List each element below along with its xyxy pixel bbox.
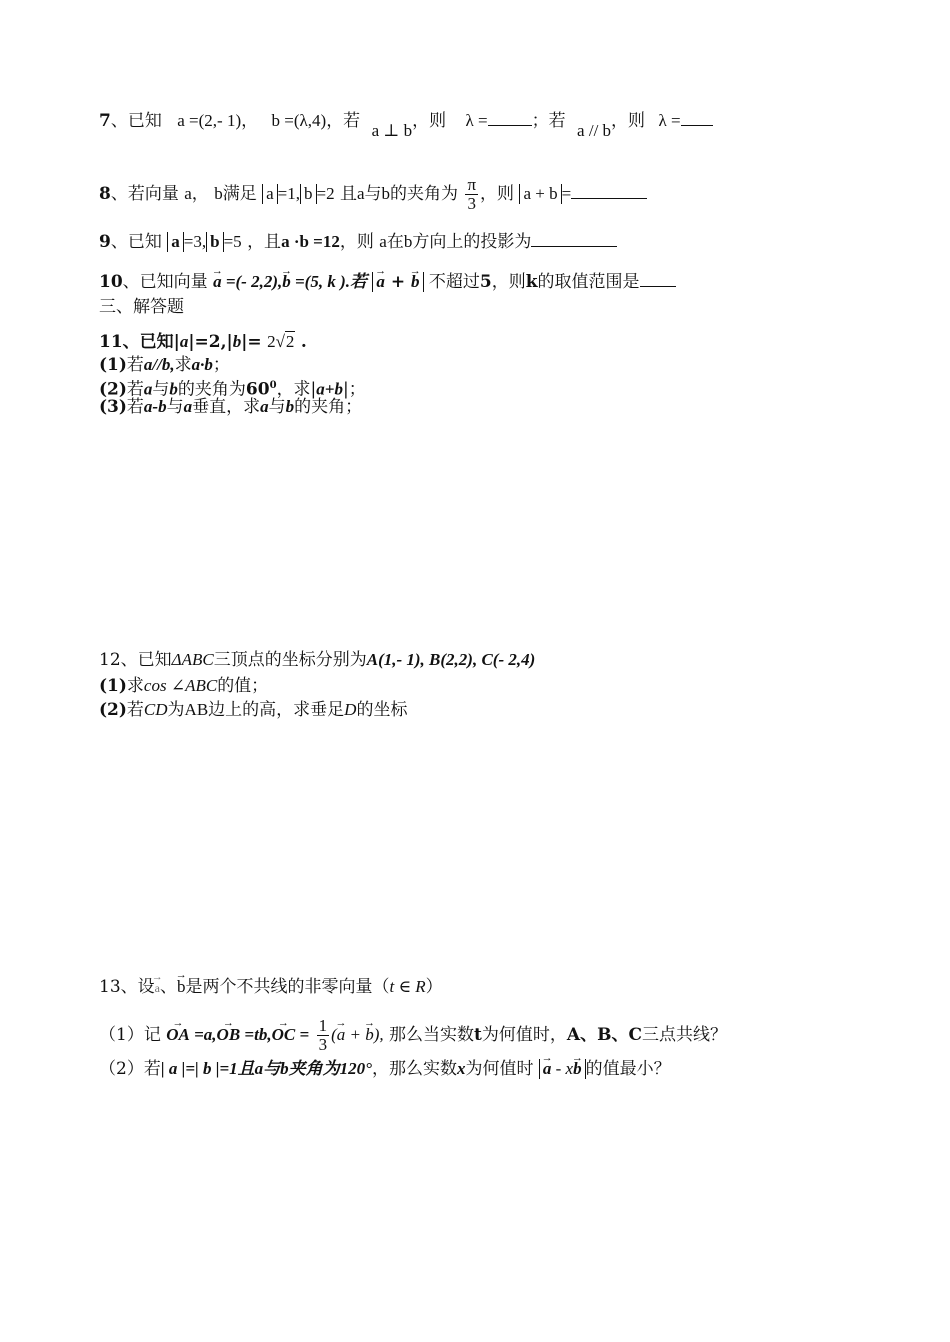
q7-lambda-1: λ = bbox=[465, 111, 488, 130]
q13-text: 记 bbox=[143, 1025, 161, 1045]
q12-text: 的坐标 bbox=[356, 700, 408, 720]
question-13-stem bbox=[99, 976, 443, 999]
section-heading: 三、解答题 bbox=[99, 297, 184, 317]
q13-text: ） bbox=[425, 977, 443, 997]
q11-var-a: a bbox=[143, 379, 153, 399]
q8-eq: =2 bbox=[316, 184, 335, 203]
q12-cos-expr: cos ∠ABC bbox=[143, 676, 218, 695]
q13-vector-b: → b bbox=[365, 1024, 374, 1045]
q7-text: ，则 bbox=[412, 111, 447, 131]
q9-eq: =5 bbox=[223, 232, 242, 251]
q9-answer-blank[interactable] bbox=[531, 232, 617, 247]
q8-fraction-denominator: 3 bbox=[467, 194, 476, 213]
q13-var-x: x bbox=[456, 1059, 466, 1078]
q11-expr: a-b bbox=[143, 397, 167, 416]
q8-text: 的夹角为 bbox=[390, 184, 459, 204]
q12-text: 求 bbox=[126, 676, 144, 696]
q8-abs-sum: a + b bbox=[519, 184, 561, 204]
q12-triangle: ΔABC bbox=[171, 650, 214, 669]
q12-text: 若 bbox=[126, 700, 144, 720]
q7-vector-a: a =(2,- 1) bbox=[177, 111, 242, 130]
q11-text: 与 bbox=[268, 397, 286, 417]
q11-var-b: b bbox=[169, 379, 178, 399]
q7-answer-blank-2[interactable] bbox=[681, 111, 713, 126]
q7-text: ，若 bbox=[326, 111, 361, 131]
q7-number: 7 bbox=[99, 111, 111, 131]
q10-vector-b: → b bbox=[282, 271, 291, 293]
q13-var-t: t bbox=[474, 1025, 482, 1045]
q10-answer-blank[interactable] bbox=[640, 272, 676, 287]
q12-segment-cd: CD bbox=[143, 700, 168, 719]
q12-text: 三顶点的坐标分别为 bbox=[213, 650, 367, 670]
q12-part-number: (1) bbox=[99, 676, 127, 696]
q8-text: 且 bbox=[340, 184, 357, 204]
question-11-part-3 bbox=[99, 396, 362, 418]
q13-text: 为何值时， bbox=[481, 1025, 567, 1045]
question-12-part-2 bbox=[99, 699, 407, 721]
q11-text: |=2,| bbox=[188, 332, 233, 352]
question-12-part-1 bbox=[99, 675, 268, 697]
q13-part-number: （2） bbox=[99, 1059, 144, 1079]
q9-abs-b: b bbox=[206, 232, 223, 252]
q8-text: ，则 bbox=[480, 184, 515, 204]
q12-text: 、已知 bbox=[120, 650, 172, 670]
q8-fraction-numerator: π bbox=[467, 175, 477, 194]
q8-number: 8 bbox=[99, 184, 111, 204]
q13-text: 是两个不共线的非零向量（ bbox=[185, 977, 390, 997]
q10-number: 10 bbox=[99, 272, 123, 292]
q10-vector-a: → a bbox=[376, 272, 385, 292]
q13-abs-expr bbox=[539, 1059, 586, 1079]
q9-var-a: a bbox=[379, 232, 387, 251]
q13-text: 、设 bbox=[120, 977, 155, 997]
q11-part-number: (1) bbox=[99, 355, 127, 375]
question-12-stem bbox=[99, 649, 535, 671]
q13-expr: ( bbox=[331, 1025, 337, 1044]
q13-text: 的值最小？ bbox=[585, 1059, 671, 1079]
q13-vector-b: → b bbox=[573, 1059, 582, 1079]
q11-expr: a//b, bbox=[143, 355, 175, 374]
q8-text: ， bbox=[191, 184, 209, 204]
q11-var-b: b bbox=[232, 332, 242, 351]
q12-part-number: (2) bbox=[99, 700, 127, 720]
q11-var-a: a bbox=[179, 332, 189, 351]
q11-text: ； bbox=[212, 355, 230, 375]
question-8 bbox=[99, 176, 647, 213]
question-11-stem bbox=[99, 331, 307, 353]
q11-radicand: 2 bbox=[285, 332, 295, 351]
q8-var-a: a bbox=[184, 184, 192, 203]
q13-vector-ob: → OB bbox=[217, 1024, 241, 1045]
q13-expr: - x bbox=[551, 1059, 574, 1078]
q10-plus: + bbox=[384, 272, 412, 292]
question-7 bbox=[99, 110, 713, 140]
q13-expr: =a, bbox=[189, 1025, 217, 1044]
q11-angle: 60 bbox=[245, 379, 270, 400]
q8-text: 、若向量 bbox=[110, 184, 179, 204]
q9-abs-a: a bbox=[167, 232, 184, 252]
q9-dot-product: a ·b =12 bbox=[281, 232, 340, 251]
question-13-part-1 bbox=[99, 1017, 727, 1054]
question-10 bbox=[99, 271, 676, 293]
q11-var-a: a bbox=[260, 397, 269, 416]
q9-text: 在 bbox=[386, 232, 404, 252]
q9-var-b: b bbox=[403, 232, 413, 251]
q13-fraction bbox=[317, 1017, 330, 1054]
q11-text: 的夹角； bbox=[294, 397, 363, 417]
q13-vector-a: → a bbox=[337, 1024, 346, 1045]
q11-text: 求 bbox=[174, 355, 192, 375]
q7-text: ， bbox=[241, 111, 259, 131]
q9-eq: =3, bbox=[183, 232, 207, 251]
q8-eq: =1, bbox=[277, 184, 300, 203]
q13-expr: + bbox=[345, 1025, 366, 1044]
q11-number: 11 bbox=[99, 332, 123, 352]
q11-text: ，求| bbox=[276, 379, 317, 400]
q13-expr: = bbox=[295, 1025, 310, 1044]
q10-text: 的取值范围是 bbox=[537, 272, 640, 292]
q9-text: ，则 bbox=[339, 232, 374, 252]
q8-angle-fraction bbox=[465, 176, 478, 213]
q7-answer-blank-1[interactable] bbox=[488, 111, 532, 126]
q13-vector-oc: → OC bbox=[272, 1024, 296, 1045]
q11-expr: a+b bbox=[316, 379, 343, 399]
q10-vector-a: → a bbox=[213, 271, 222, 293]
q11-var-a: a bbox=[183, 397, 193, 416]
q12-point-d: D bbox=[344, 700, 357, 719]
q7-lambda-2: λ = bbox=[658, 111, 681, 130]
q9-text: 、已知 bbox=[110, 232, 162, 252]
q13-text: ，那么实数 bbox=[371, 1059, 457, 1079]
q12-text: 的值； bbox=[217, 676, 269, 696]
q13-part-number: （1） bbox=[99, 1025, 144, 1045]
q11-coefficient: 2 bbox=[267, 332, 276, 351]
q12-points: A(1,- 1), B(2,2), C(- 2,4) bbox=[366, 650, 536, 669]
q12-text: 为 bbox=[167, 700, 185, 720]
q8-text: 与 bbox=[364, 184, 382, 204]
q11-degree: 0 bbox=[269, 380, 277, 391]
q11-text: 的夹角为 bbox=[177, 379, 246, 400]
q13-text: 为何值时 bbox=[465, 1059, 534, 1079]
q10-text: 、已知向量 bbox=[122, 272, 208, 292]
q8-eq: = bbox=[561, 184, 572, 203]
q13-fraction-denominator: 3 bbox=[318, 1035, 328, 1054]
q8-var-b: b bbox=[214, 184, 223, 203]
q7-text: ；若 bbox=[531, 111, 566, 131]
q13-vector-a: → a bbox=[543, 1059, 552, 1079]
q12-text: 边上的高，求垂足 bbox=[208, 700, 345, 720]
q8-abs-b: b bbox=[300, 184, 317, 204]
q13-vector-oa: → OA bbox=[166, 1024, 190, 1045]
q11-text: 若 bbox=[126, 397, 144, 417]
q11-text: |； bbox=[342, 379, 366, 400]
q13-text: 若 bbox=[143, 1059, 161, 1079]
q12-number: 12 bbox=[99, 650, 121, 670]
q11-text: 与 bbox=[166, 397, 184, 417]
q13-condition: t ∈ R bbox=[389, 977, 426, 996]
q10-text: ，则 bbox=[491, 272, 526, 292]
q13-vector-b: → b bbox=[177, 976, 186, 997]
question-11-part-1 bbox=[99, 354, 230, 376]
q11-text: 若 bbox=[126, 355, 144, 375]
q11-var-b: b bbox=[285, 397, 295, 416]
q13-expr: =tb, bbox=[240, 1025, 272, 1044]
question-9 bbox=[99, 231, 617, 253]
q11-expr: a·b bbox=[191, 355, 213, 374]
q9-text: ，且 bbox=[247, 232, 282, 252]
q11-text: 、已知| bbox=[122, 332, 180, 352]
q8-var-a: a bbox=[357, 184, 365, 203]
q10-expr: =(- 2,2), bbox=[221, 272, 283, 291]
q11-text: . bbox=[300, 332, 307, 352]
q13-number: 13 bbox=[99, 977, 121, 997]
q13-fraction-numerator: 1 bbox=[318, 1016, 328, 1035]
q11-sqrt-sign: √ bbox=[275, 332, 285, 351]
q7-perp-condition: a ⊥ b bbox=[371, 121, 413, 140]
q7-vector-b: b =(λ,4) bbox=[271, 111, 327, 130]
q10-expr: =(5, k ).若 bbox=[290, 272, 368, 291]
q9-number: 9 bbox=[99, 232, 111, 252]
q11-text: 垂直，求 bbox=[192, 397, 261, 417]
q9-text: 方向上的投影为 bbox=[412, 232, 532, 252]
q11-part-number: (3) bbox=[99, 397, 127, 417]
q13-condition: | a |=| b |=1且a与b夹角为120° bbox=[160, 1059, 372, 1078]
q13-text: 三点共线？ bbox=[642, 1025, 727, 1045]
q8-var-b: b bbox=[381, 184, 391, 203]
q10-text: 不超过 bbox=[428, 272, 480, 292]
q7-text: ，则 bbox=[611, 111, 646, 131]
q10-var-k: k bbox=[525, 272, 538, 292]
q13-text: 那么当实数 bbox=[389, 1025, 475, 1045]
q7-parallel-condition: a // b bbox=[577, 121, 612, 140]
q13-expr: ), bbox=[373, 1025, 384, 1044]
q11-text: |= bbox=[241, 332, 262, 352]
q11-text: 与 bbox=[152, 379, 170, 400]
q8-abs-a: a bbox=[262, 184, 278, 204]
q11-text: 若 bbox=[126, 379, 144, 400]
q8-text: 满足 bbox=[222, 184, 257, 204]
q10-vector-b: → b bbox=[411, 272, 420, 292]
q8-answer-blank[interactable] bbox=[571, 184, 647, 199]
q10-bound: 5 bbox=[479, 272, 492, 292]
q13-vector-a: → a bbox=[155, 978, 160, 999]
q12-segment-ab: AB bbox=[184, 700, 209, 719]
q7-text: 、已知 bbox=[110, 111, 162, 131]
question-13-part-2 bbox=[99, 1058, 671, 1080]
q13-text: 、 bbox=[159, 977, 177, 997]
q10-abs-sum bbox=[372, 272, 423, 292]
q11-part-number: (2) bbox=[99, 379, 127, 400]
q13-points: A、B、C bbox=[566, 1025, 642, 1045]
